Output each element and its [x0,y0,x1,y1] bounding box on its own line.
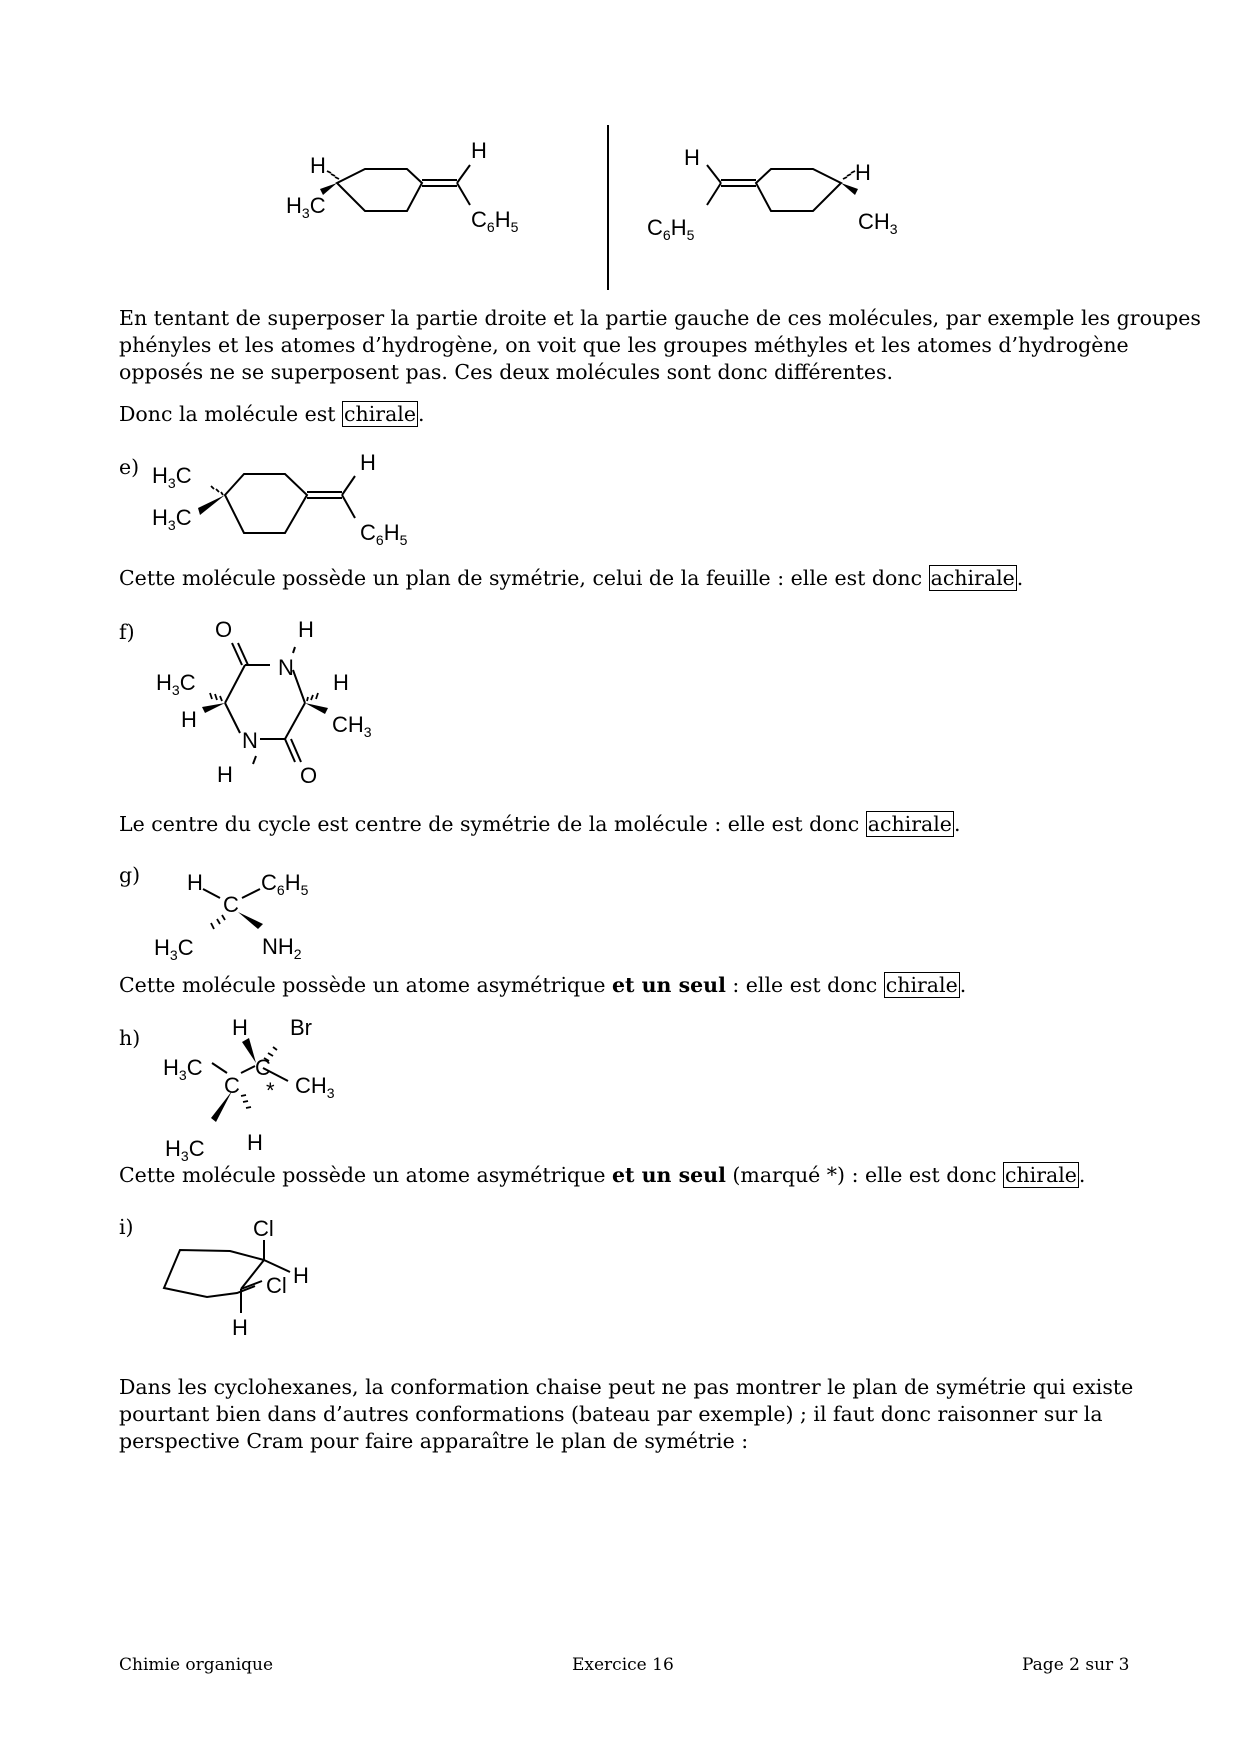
methyl-2: $H_3C$ [152,505,192,533]
svg-text:O: O [300,763,318,788]
h3c-left: $H_3C$ [156,670,196,698]
molecule-e [150,450,440,560]
svg-text:H: H [247,1130,263,1155]
svg-text:H: H [232,1015,248,1040]
item-h-label: h) [119,1026,141,1050]
methyl-1: $H_3C$ [152,463,192,491]
answer-box: chirale [344,402,416,426]
methyl-h-1: $H_3C$ [163,1055,203,1083]
ch3-h: $CH_3$ [295,1073,335,1101]
phenyl-e: $C_6H_5$ [360,520,408,548]
phenyl-label-right: $C_6H_5$ [647,215,695,243]
paragraph-last-line-2: pourtant bien dans d’autres conformations (bateau par exemple) ; il faut donc raisonner sur la [119,1402,1103,1426]
methyl-label: $H_3C$ [286,193,326,221]
molecule-i [150,1205,350,1360]
svg-text:H: H [333,670,349,695]
paragraph-last-line-1: Dans les cyclohexanes, la conformation chaise peut ne pas montrer le plan de symétrie qui existe [119,1375,1134,1399]
svg-text:N: N [278,655,294,680]
item-e-label: e) [119,455,140,479]
item-g-label: g) [119,863,141,887]
answer-box: chirale [885,973,958,997]
svg-text:H: H [855,160,871,185]
footer-center: Exercice 16 [572,1655,674,1675]
svg-text:O: O [215,617,233,642]
svg-text:H: H [684,145,700,170]
svg-text:Cl: Cl [253,1216,274,1241]
molecule-g [150,862,330,967]
ch3-right: $CH_3$ [332,712,372,740]
answer-box: achirale [930,566,1015,590]
amine-g: $NH_2$ [262,934,302,962]
svg-text:H: H [293,1263,309,1288]
paragraph-1-line-1: En tentant de superposer la partie droite et la partie gauche de ces molécules, par exemple les groupes [119,306,1201,330]
svg-text:C: C [255,1055,271,1080]
answer-box: chirale [1004,1163,1077,1187]
svg-text:H: H [360,450,376,475]
paragraph-1-line-3: opposés ne se superposent pas. Ces deux molécules sont donc différentes. [119,360,894,384]
methyl-label-right: $CH_3$ [858,209,898,237]
footer-left: Chimie organique [119,1655,274,1675]
svg-text:H: H [310,153,326,178]
footer-right: Page 2 sur 3 [1022,1655,1130,1675]
svg-text:C: C [224,1073,240,1098]
molecule-h [150,1008,350,1168]
item-i-label: i) [119,1215,134,1239]
svg-text:H: H [187,870,203,895]
item-e-text: Cette molécule possède un plan de symétrie, celui de la feuille : elle est donc achirale. [119,566,1024,590]
item-f-text: Le centre du cycle est centre de symétrie de la molécule : elle est donc achirale. [119,812,961,836]
molecule-f [150,615,400,790]
svg-text:H: H [181,707,197,732]
item-g-text: Cette molécule possède un atome asymétrique et un seul : elle est donc chirale. [119,973,967,997]
methyl-h-2: $H_3C$ [165,1136,205,1164]
svg-text:H: H [471,138,487,163]
svg-text:H: H [232,1315,248,1340]
phenyl-g: $C_6H_5$ [261,870,309,898]
svg-text:N: N [242,728,258,753]
methyl-g: $H_3C$ [154,935,194,963]
svg-text:Br: Br [290,1015,312,1040]
conclusion-d: Donc la molécule est chirale. [119,402,425,426]
svg-text:H: H [217,762,233,787]
phenyl-label: $C_6H_5$ [471,207,519,235]
answer-box: achirale [867,812,952,836]
paragraph-last-line-3: perspective Cram pour faire apparaître le plan de symétrie : [119,1429,749,1453]
molecule-left-top [286,138,580,270]
svg-text:*: * [266,1078,275,1103]
svg-text:H: H [298,617,314,642]
molecule-right-top [640,140,930,270]
mirror-line [606,125,610,290]
paragraph-1-line-2: phényles et les atomes d’hydrogène, on voit que les groupes méthyles et les atomes d’hydrogène [119,333,1129,357]
svg-text:C: C [223,892,239,917]
svg-text:Cl: Cl [266,1273,287,1298]
item-h-text: Cette molécule possède un atome asymétrique et un seul (marqué *) : elle est donc chirale. [119,1163,1086,1187]
item-f-label: f) [119,620,135,644]
